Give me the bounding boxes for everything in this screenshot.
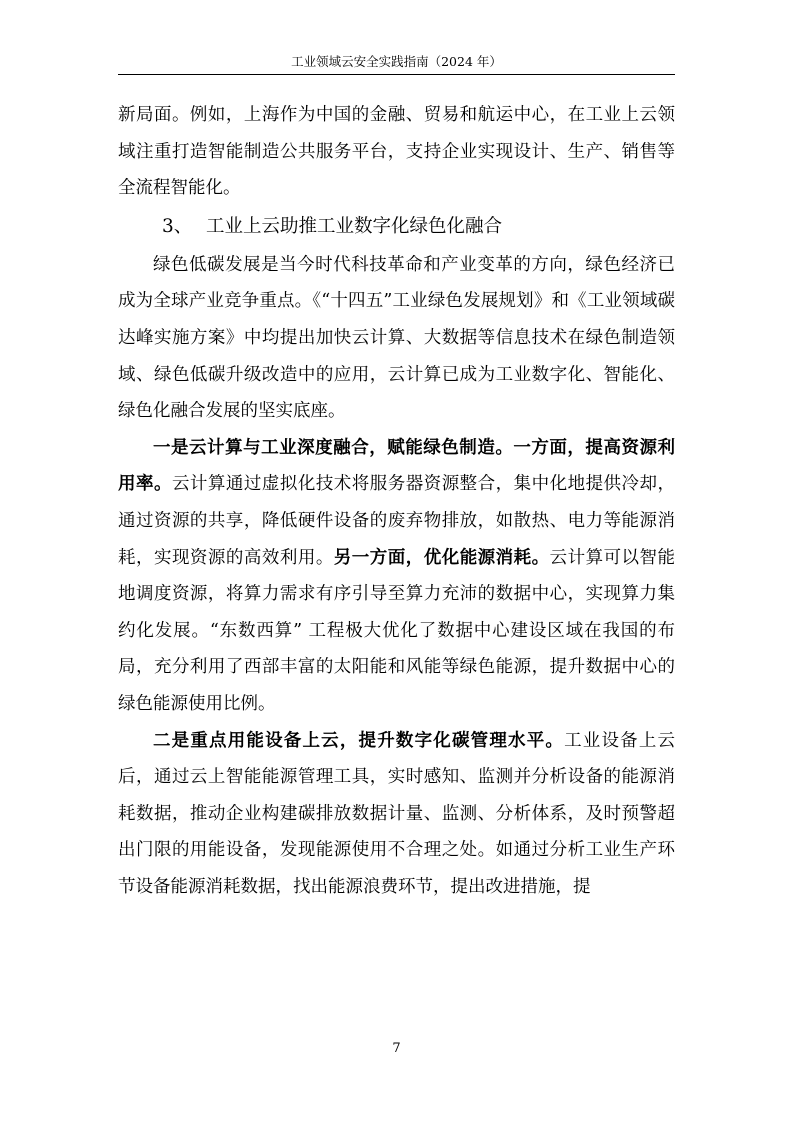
page-footer <box>0 1041 793 1056</box>
section-number: 3、 <box>162 215 193 237</box>
bold-lead-1: 一是云计算与工业深度融合，赋能绿色制造。一方面，提高资源利用率。 <box>118 437 675 495</box>
section-heading <box>118 207 675 247</box>
bold-lead-3: 二是重点用能设备上云，提升数字化碳管理水平。 <box>153 730 565 751</box>
page-number: 7 <box>392 1041 401 1056</box>
section-title: 工业上云助推工业数字化绿色化融合 <box>206 215 503 237</box>
body-text-3: 工业设备上云后，通过云上智能能源管理工具，实时感知、监测并分析设备的能源消耗数据，推动企业构建碳排放数据计量、监测、分析体系，及时预警超出门限的用能设备，发现能源使用不合理之处。如通过分析工业生产环节设备能源消耗数据，找出能源浪费环节，提出改进措施，提 <box>118 730 676 897</box>
paragraph-cloud-green-manufacturing <box>118 430 675 723</box>
paragraph-continued: 新局面。例如，上海作为中国的金融、贸易和航运中心，在工业上云领域注重打造智能制造公共服务平台，支持企业实现设计、生产、销售等全流程智能化。 <box>118 105 675 199</box>
bold-lead-2: 另一方面，优化能源消耗。 <box>333 547 550 568</box>
body-text-2: 云计算可以智能地调度资源，将算力需求有序引导至算力充沛的数据中心，实现算力集约化发展。“东数西算” 工程极大优化了数据中心建设区域在我国的布局，充分利用了西部丰富的太阳能和风能等绿色能源，提升数据中心的绿色能源使用比例。 <box>118 547 676 714</box>
header-title: 工业领域云安全实践指南（2024 年） <box>291 54 502 69</box>
paragraph-green-development: 绿色低碳发展是当今时代科技革命和产业变革的方向，绿色经济已成为全球产业竞争重点。《“十四五”工业绿色发展规划》和《工业领域碳达峰实施方案》中均提出加快云计算、大数据等信息技术在绿色制造领域、绿色低碳升级改造中的应用，云计算已成为工业数字化、智能化、绿色化融合发展的坚实底座。 <box>118 254 675 422</box>
page-body <box>118 97 675 905</box>
body-text-1: 云计算通过虚拟化技术将服务器资源整合，集中化地提供冷却，通过资源的共享，降低硬件设备的废弃物排放，如散热、电力等能源消耗，实现资源的高效利用。 <box>118 474 676 568</box>
paragraph-carbon-management <box>118 723 675 906</box>
running-header <box>118 52 675 75</box>
